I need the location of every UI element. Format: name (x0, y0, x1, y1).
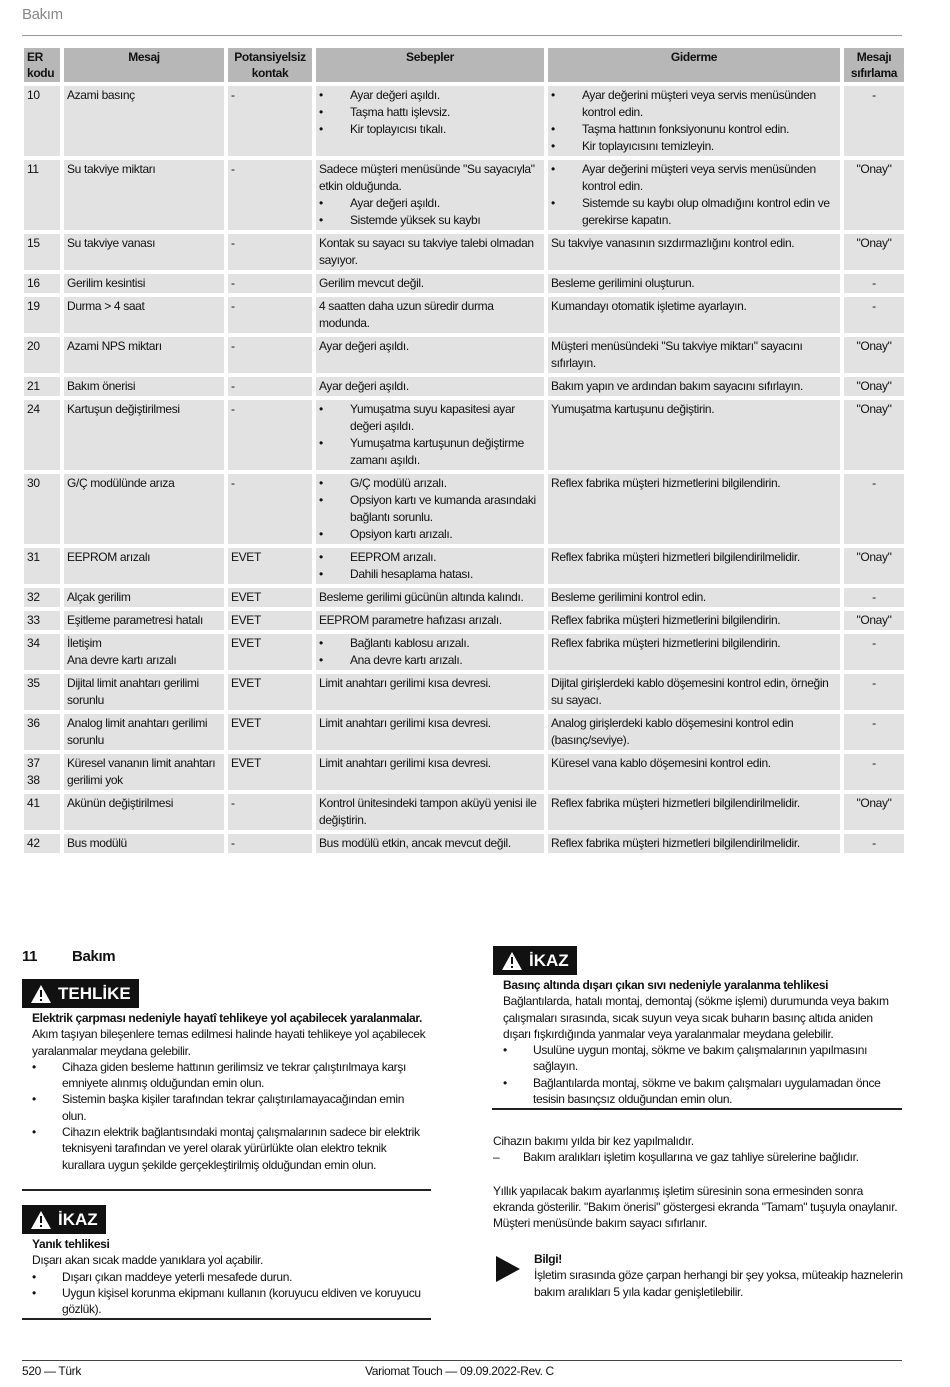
fix-bullet (551, 87, 837, 121)
cause-bullet (319, 566, 541, 583)
cause-bullet-text: EEPROM arızalı. (350, 550, 437, 564)
reset-cell: "Onay" (844, 160, 904, 230)
message-cell: Su takviye miktarı (64, 160, 224, 230)
col-fix: Giderme (548, 48, 840, 82)
message-cell: G/Ç modülünde arıza (64, 474, 224, 544)
section-title: Bakım (72, 948, 116, 965)
cause-bullet-text: Opsiyon kartı arızalı. (350, 527, 453, 541)
dash-marker: – (493, 1150, 500, 1165)
cause-bullet-text: Ayar değeri aşıldı. (350, 196, 440, 210)
table-row (24, 714, 904, 750)
reset-cell: "Onay" (844, 377, 904, 396)
bullet-marker: • (551, 139, 555, 153)
cause-bullet (319, 549, 541, 566)
message-cell: Akünün değiştirilmesi (64, 794, 224, 830)
reset-cell: "Onay" (844, 400, 904, 470)
causes-cell (316, 588, 544, 607)
er-code-cell: 15 (24, 234, 60, 270)
bullet-marker: • (319, 196, 323, 210)
fix-text: Reflex fabrika müşteri hizmetlerini bilgilendirin. (551, 613, 781, 627)
bullet-marker: • (551, 162, 555, 176)
causes-cell (316, 714, 544, 750)
table-row (24, 160, 904, 230)
col-message: Mesaj (64, 48, 224, 82)
bullet-marker: • (319, 653, 323, 667)
causes-cell (316, 474, 544, 544)
fix-cell (548, 634, 840, 670)
fix-cell (548, 86, 840, 156)
bullet-marker: • (319, 493, 323, 507)
er-code-cell: 21 (24, 377, 60, 396)
bullet-marker: • (319, 550, 323, 564)
reset-cell: - (844, 634, 904, 670)
bullet-marker: • (551, 88, 555, 102)
warning-triangle-icon (30, 984, 52, 1004)
cause-text: Bus modülü etkin, ancak mevcut değil. (319, 836, 511, 850)
fix-bullet-text: Ayar değerini müşteri veya servis menüsünden kontrol edin. (582, 88, 816, 119)
warning-triangle-icon (501, 951, 523, 971)
fix-cell (548, 337, 840, 373)
bullet-marker: • (551, 196, 555, 210)
contact-cell: - (228, 794, 312, 830)
paragraph: Yıllık yapılacak bakım ayarlanmış işletim süresinin sona ermesinden sonra ekranda gösterilir. "Bakım önerisi" göstergesi ekranda "Tamam" tuşuyla onaylanır. Müşteri menüsünde bakım sayacı sıfırlanır. (493, 1183, 898, 1231)
danger-label: TEHLİKE (58, 983, 131, 1003)
fix-text: Reflex fabrika müşteri hizmetlerini bilgilendirin. (551, 476, 781, 490)
cause-text: Kontrol ünitesindeki tampon aküyü yenisi ile değiştirin. (319, 796, 537, 827)
fix-cell (548, 160, 840, 230)
cause-text: Sadece müşteri menüsünde "Su sayacıyla" etkin olduğunda. (319, 162, 535, 193)
fix-cell (548, 794, 840, 830)
fix-text: Besleme gerilimini kontrol edin. (551, 590, 706, 604)
bullet-marker: • (319, 567, 323, 581)
warning-badge (22, 1205, 106, 1234)
contact-cell: EVET (228, 634, 312, 670)
table-row (24, 377, 904, 396)
reset-cell: - (844, 588, 904, 607)
cause-text: Gerilim mevcut değil. (319, 276, 424, 290)
table-row (24, 634, 904, 670)
causes-cell (316, 400, 544, 470)
table-row (24, 548, 904, 584)
table-row (24, 474, 904, 544)
fix-cell (548, 674, 840, 710)
reset-cell: - (844, 297, 904, 333)
contact-cell: EVET (228, 611, 312, 630)
causes-cell (316, 297, 544, 333)
cause-bullet (319, 492, 541, 526)
cause-text: Ayar değeri aşıldı. (319, 379, 409, 393)
causes-cell (316, 548, 544, 584)
cause-bullet (319, 652, 541, 669)
info-arrow-icon (495, 1255, 521, 1283)
cause-bullet (319, 526, 541, 543)
causes-cell (316, 634, 544, 670)
fix-bullet (551, 138, 837, 155)
er-code-cell: 24 (24, 400, 60, 470)
contact-cell: - (228, 86, 312, 156)
er-code-cell: 37 38 (24, 754, 60, 790)
cause-bullet-text: Sistemde yüksek su kaybı (350, 213, 481, 227)
fix-text: Analog girişlerdeki kablo döşemesini kontrol edin (basınç/seviye). (551, 716, 794, 747)
fix-bullet-text: Sistemde su kaybı olup olmadığını kontrol edin ve gerekirse kapatın. (582, 196, 830, 227)
table-row (24, 611, 904, 630)
er-code-cell: 42 (24, 834, 60, 853)
error-table (20, 44, 908, 857)
cause-bullet-text: Ayar değeri aşıldı. (350, 88, 440, 102)
header-rule (22, 35, 902, 36)
er-code-cell: 11 (24, 160, 60, 230)
danger-rule (22, 1189, 431, 1191)
fix-text: Yumuşatma kartuşunu değiştirin. (551, 402, 715, 416)
contact-cell: EVET (228, 548, 312, 584)
table-row (24, 86, 904, 156)
danger-bullet: Cihazın elektrik bağlantısındaki montaj çalışmalarının sadece bir elektrik teknisyeni tarafından ve yerel olarak yürürlükte olan elektro teknik kurallara uygun şekilde gerçekleştirilmiş olduğundan emin olun. (62, 1125, 420, 1172)
er-code-cell: 19 (24, 297, 60, 333)
fix-cell (548, 474, 840, 544)
er-code-cell: 32 (24, 588, 60, 607)
fix-text: Besleme gerilimini oluşturun. (551, 276, 695, 290)
er-code-cell: 34 (24, 634, 60, 670)
col-reset: Mesajı sıfırlama (844, 48, 904, 82)
fix-cell (548, 588, 840, 607)
fix-text: Dijital girişlerdeki kablo döşemesini kontrol edin, örneğin su sayacı. (551, 676, 829, 707)
fix-text: Kumandayı otomatik işletime ayarlayın. (551, 299, 747, 313)
reset-cell: "Onay" (844, 548, 904, 584)
message-cell: EEPROM arızalı (64, 548, 224, 584)
reset-cell: - (844, 86, 904, 156)
cause-bullet (319, 475, 541, 492)
message-cell: Eşitleme parametresi hatalı (64, 611, 224, 630)
bullet-marker: • (319, 213, 323, 227)
bullet-marker: • (319, 105, 323, 119)
fix-cell (548, 548, 840, 584)
footer-rule (22, 1360, 902, 1361)
message-cell: İletişim Ana devre kartı arızalı (64, 634, 224, 670)
cause-bullet-text: G/Ç modülü arızalı. (350, 476, 447, 490)
warning-title: Basınç altında dışarı çıkan sıvı nedeniyle yaralanma tehlikesi (503, 978, 829, 992)
warning-triangle-icon (30, 1210, 52, 1230)
causes-cell (316, 160, 544, 230)
message-cell: Alçak gerilim (64, 588, 224, 607)
reset-cell: "Onay" (844, 337, 904, 373)
cause-text: 4 saatten daha uzun süredir durma modunda. (319, 299, 494, 330)
fix-text: Reflex fabrika müşteri hizmetleri bilgilendirilmelidir. (551, 836, 800, 850)
er-code-cell: 31 (24, 548, 60, 584)
message-cell: Analog limit anahtarı gerilimi sorunlu (64, 714, 224, 750)
warning-bullet: Uygun kişisel korunma ekipmanı kullanın (koruyucu eldiven ve koruyucu gözlük). (62, 1285, 421, 1317)
fix-bullet (551, 121, 837, 138)
fix-cell (548, 714, 840, 750)
message-cell: Kartuşun değiştirilmesi (64, 400, 224, 470)
message-cell: Bakım önerisi (64, 377, 224, 396)
reset-cell: "Onay" (844, 794, 904, 830)
info-box (534, 1251, 904, 1300)
cause-bullet-text: Dahili hesaplama hatası. (350, 567, 474, 581)
reset-cell: - (844, 834, 904, 853)
warning-text: Bağlantılarda, hatalı montaj, demontaj (sökme işlemi) durumunda veya bakım çalışmaları sırasında, sıcak suyun veya sıcak buharın basınç altıda aniden dışarı fışkırdığında yanmalar veya yaralanmalar meydana gelebilir. (503, 994, 889, 1041)
bullet-marker: • (319, 527, 323, 541)
fix-cell (548, 834, 840, 853)
bullet-marker: • (319, 122, 323, 136)
reset-cell: - (844, 714, 904, 750)
cause-bullet (319, 635, 541, 652)
bullet-marker: • (319, 88, 323, 102)
fix-text: Su takviye vanasının sızdırmazlığını kontrol edin. (551, 236, 795, 250)
causes-cell (316, 794, 544, 830)
reset-cell: "Onay" (844, 234, 904, 270)
cause-bullet-text: Bağlantı kablosu arızalı. (350, 636, 470, 650)
contact-cell: - (228, 377, 312, 396)
info-text: İşletim sırasında göze çarpan herhangi bir şey yoksa, müteakip haznelerin bakım aralıkları 5 yıla kadar genişletilebilir. (534, 1268, 903, 1299)
reset-cell: - (844, 474, 904, 544)
cause-text: Kontak su sayacı su takviye talebi olmadan sayıyor. (319, 236, 534, 267)
warning-box-burn: Yanık tehlikesi Dışarı akan sıcak madde yanıklara yol açabilir. • Dışarı çıkan maddeye yeterli mesafede durun. • Uygun kişisel korunma ekipmanı kullanın (koruyucu eldiven ve koruyucu gözlük). (32, 1236, 427, 1317)
er-code-cell: 10 (24, 86, 60, 156)
cause-bullet (319, 104, 541, 121)
er-code-cell: 16 (24, 274, 60, 293)
warning-badge (493, 946, 577, 975)
message-cell: Küresel vananın limit anahtarı gerilimi yok (64, 754, 224, 790)
col-causes: Sebepler (316, 48, 544, 82)
fix-text: Reflex fabrika müşteri hizmetlerini bilgilendirin. (551, 636, 781, 650)
warning-box-pressure: Basınç altında dışarı çıkan sıvı nedeniyle yaralanma tehlikesi Bağlantılarda, hatalı montaj, demontaj (sökme işlemi) durumunda veya bakım çalışmaları sırasında, sıcak suyun veya sıcak buharın basınç altıda aniden dışarı fışkırdığında yanmalar veya yaralanmalar meydana gelebilir. • Usulüne uygun montaj, sökme ve bakım çalışmalarının yapılmasını sağlayın. • Bağlantılarda montaj, sökme ve bakım çalışmaları uygulamadan önce tesisin basınçsız olduğundan emin olun. (503, 977, 903, 1107)
footer-doc: Variomat Touch — 09.09.2022-Rev. C (365, 1364, 554, 1378)
fix-text: Müşteri menüsündeki "Su takviye miktarı" sayacını sıfırlayın. (551, 339, 803, 370)
paragraph: Cihazın bakımı yılda bir kez yapılmalıdır. (493, 1134, 694, 1148)
cause-bullet (319, 195, 541, 212)
causes-cell (316, 674, 544, 710)
table-row (24, 234, 904, 270)
fix-bullet (551, 195, 837, 229)
message-cell: Gerilim kesintisi (64, 274, 224, 293)
bullet-marker: • (319, 636, 323, 650)
warning-rule (22, 1318, 431, 1320)
fix-bullet-text: Taşma hattının fonksiyonunu kontrol edin. (582, 122, 790, 136)
causes-cell (316, 834, 544, 853)
table-row (24, 274, 904, 293)
cause-bullet (319, 401, 541, 435)
fix-text: Reflex fabrika müşteri hizmetleri bilgilendirilmelidir. (551, 796, 800, 810)
cause-text: Ayar değeri aşıldı. (319, 339, 409, 353)
cause-bullet-text: Kir toplayıcısı tıkalı. (350, 122, 446, 136)
cause-bullet-text: Yumuşatma suyu kapasitesi ayar değeri aşıldı. (350, 402, 515, 433)
er-code-cell: 33 (24, 611, 60, 630)
cause-text: Limit anahtarı gerilimi kısa devresi. (319, 756, 491, 770)
fix-cell (548, 234, 840, 270)
cause-bullet (319, 121, 541, 138)
contact-cell: EVET (228, 588, 312, 607)
er-code-cell: 36 (24, 714, 60, 750)
causes-cell (316, 337, 544, 373)
danger-text: Akım taşıyan bileşenlere temas edilmesi halinde hayati tehlikeye yol açabilecek yaralanmalar meydana gelebilir. (32, 1027, 426, 1058)
contact-cell: EVET (228, 714, 312, 750)
cause-bullet-text: Taşma hattı işlevsiz. (350, 105, 451, 119)
cause-text: EEPROM parametre hafızası arızalı. (319, 613, 502, 627)
contact-cell: - (228, 400, 312, 470)
fix-text: Küresel vana kablo döşemesini kontrol edin. (551, 756, 771, 770)
table-row (24, 588, 904, 607)
message-cell: Dijital limit anahtarı gerilimi sorunlu (64, 674, 224, 710)
col-er-code: ER kodu (24, 48, 60, 82)
er-code-cell: 20 (24, 337, 60, 373)
info-title: Bilgi! (534, 1252, 562, 1266)
danger-badge (22, 979, 139, 1008)
maintenance-text (493, 1133, 903, 1231)
cause-bullet (319, 435, 541, 469)
danger-title: Elektrik çarpması nedeniyle hayatî tehlikeye yol açabilecek yaralanmalar. (32, 1011, 423, 1025)
running-header: Bakım (22, 6, 63, 23)
reset-cell: - (844, 674, 904, 710)
cause-bullet (319, 212, 541, 229)
warning-text: Dışarı akan sıcak madde yanıklara yol açabilir. (32, 1253, 263, 1268)
table-row (24, 297, 904, 333)
fix-cell (548, 274, 840, 293)
danger-bullet: Sistemin başka kişiler tarafından tekrar çalıştırılamayacağından emin olun. (62, 1092, 405, 1123)
contact-cell: EVET (228, 754, 312, 790)
fix-cell (548, 400, 840, 470)
message-cell: Durma > 4 saat (64, 297, 224, 333)
fix-bullet (551, 161, 837, 195)
causes-cell (316, 377, 544, 396)
cause-bullet-text: Ana devre kartı arızalı. (350, 653, 463, 667)
bullet-marker: • (319, 476, 323, 490)
warning-title: Yanık tehlikesi (32, 1237, 110, 1251)
cause-bullet-text: Yumuşatma kartuşunun değiştirme zamanı aşıldı. (350, 436, 524, 467)
causes-cell (316, 611, 544, 630)
danger-bullet: Cihaza giden besleme hattının gerilimsiz ve tekrar çalıştırılmaya karşı emniyete alınmış olduğundan emin olun. (62, 1059, 406, 1091)
warning-label: İKAZ (58, 1209, 98, 1229)
footer-page: 520 — Türk (22, 1364, 81, 1378)
fix-cell (548, 377, 840, 396)
fix-bullet-text: Kir toplayıcısını temizleyin. (582, 139, 714, 153)
contact-cell: - (228, 834, 312, 853)
table-row (24, 400, 904, 470)
cause-bullet-text: Opsiyon kartı ve kumanda arasındaki bağlantı sorunlu. (350, 493, 536, 524)
bullet-marker: • (319, 436, 323, 450)
table-row (24, 754, 904, 790)
fix-text: Bakım yapın ve ardından bakım sayacını sıfırlayın. (551, 379, 803, 393)
contact-cell: EVET (228, 674, 312, 710)
contact-cell: - (228, 297, 312, 333)
message-cell: Bus modülü (64, 834, 224, 853)
list-item: Bakım aralıkları işletim koşullarına ve gaz tahliye sürelerine bağlıdır. (523, 1150, 859, 1165)
reset-cell: - (844, 274, 904, 293)
reset-cell: - (844, 754, 904, 790)
cause-bullet (319, 87, 541, 104)
warning-label: İKAZ (529, 950, 569, 970)
warning-bullet: Bağlantılarda montaj, sökme ve bakım çalışmaları uygulamadan önce tesisin basınçsız olduğundan emin olun. (533, 1075, 881, 1107)
danger-box: Elektrik çarpması nedeniyle hayatî tehlikeye yol açabilecek yaralanmalar. Akım taşıyan bileşenlere temas edilmesi halinde hayati tehlikeye yol açabilecek yaralanmalar meydana gelebilir. • Cihaza giden besleme hattının gerilimsiz ve tekrar çalıştırılmaya karşı emniyete alınmış olduğundan emin olun. • Sistemin başka kişiler tarafından tekrar çalıştırılamayacağından emin olun. • Cihazın elektrik bağlantısındaki montaj çalışmalarının sadece bir elektrik teknisyeni tarafından ve yerel olarak yürürlükte olan elektro teknik kurallara uygun şekilde gerçekleştirilmiş olduğundan emin olun. (32, 1011, 426, 1172)
warning-bullet: Dışarı çıkan maddeye yeterli mesafede durun. (62, 1269, 293, 1284)
cause-text: Besleme gerilimi gücünün altında kalındı. (319, 590, 524, 604)
er-code-cell: 30 (24, 474, 60, 544)
message-cell: Azami basınç (64, 86, 224, 156)
cause-text: Limit anahtarı gerilimi kısa devresi. (319, 716, 491, 730)
warning-rule (492, 1108, 902, 1110)
causes-cell (316, 234, 544, 270)
fix-text: Reflex fabrika müşteri hizmetleri bilgilendirilmelidir. (551, 550, 800, 564)
contact-cell: - (228, 160, 312, 230)
table-row (24, 337, 904, 373)
contact-cell: - (228, 234, 312, 270)
fix-cell (548, 297, 840, 333)
fix-bullet-text: Ayar değerini müşteri veya servis menüsünden kontrol edin. (582, 162, 816, 193)
er-code-cell: 41 (24, 794, 60, 830)
table-row (24, 674, 904, 710)
table-row (24, 834, 904, 853)
fix-cell (548, 754, 840, 790)
causes-cell (316, 754, 544, 790)
causes-cell (316, 86, 544, 156)
contact-cell: - (228, 337, 312, 373)
message-cell: Su takviye vanası (64, 234, 224, 270)
cause-text: Limit anahtarı gerilimi kısa devresi. (319, 676, 491, 690)
section-number: 11 (22, 948, 38, 965)
message-cell: Azami NPS miktarı (64, 337, 224, 373)
er-code-cell: 35 (24, 674, 60, 710)
reset-cell: "Onay" (844, 611, 904, 630)
causes-cell (316, 274, 544, 293)
contact-cell: - (228, 274, 312, 293)
contact-cell: - (228, 474, 312, 544)
col-contact: Potansiyelsiz kontak (228, 48, 312, 82)
table-row (24, 794, 904, 830)
fix-cell (548, 611, 840, 630)
bullet-marker: • (319, 402, 323, 416)
warning-bullet: Usulüne uygun montaj, sökme ve bakım çalışmalarının yapılmasını sağlayın. (533, 1043, 868, 1074)
bullet-marker: • (551, 122, 555, 136)
